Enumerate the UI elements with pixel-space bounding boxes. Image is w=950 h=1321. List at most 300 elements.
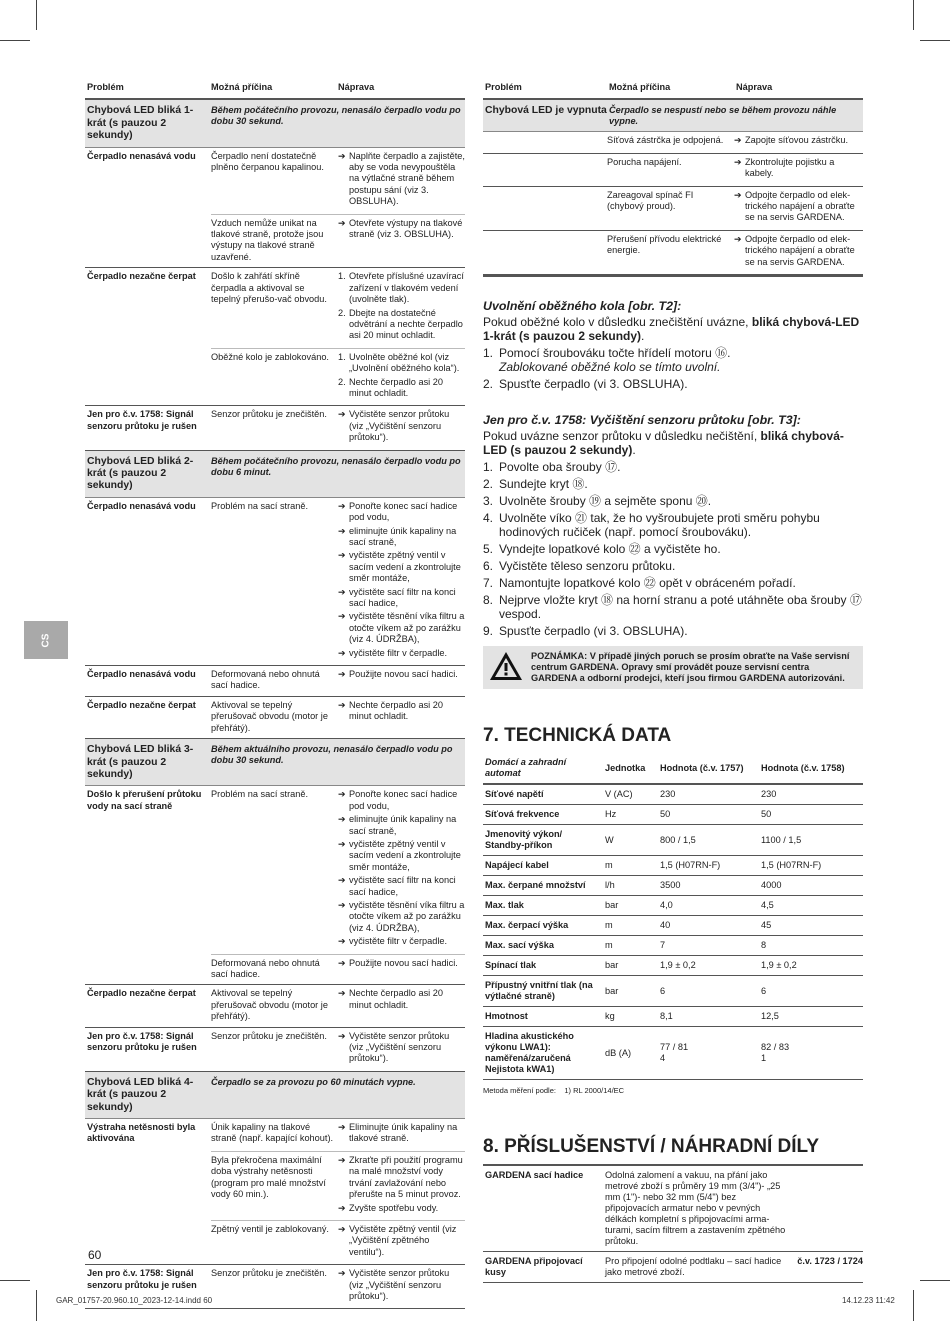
remedy-text: eliminujte únik kapaliny na sací straně, <box>349 814 457 836</box>
crop-mark <box>913 0 914 30</box>
remedy-text: Ponořte konec sací hadice pod vodu, <box>349 500 458 523</box>
step-number: 3. <box>483 494 494 509</box>
tech-cell: 40 <box>660 920 671 931</box>
remedy-cell <box>338 271 465 343</box>
remedy-item <box>734 157 863 180</box>
remedy-text: Nechte čerpadlo asi 20 minut ochladit. <box>349 376 443 398</box>
remedy-item <box>338 839 465 873</box>
tech-cell: 230 <box>761 789 777 800</box>
error-group-desc: Během aktuálního provozu, nenasálo čerpadlo vodu po dobu 30 sekund. <box>211 744 453 766</box>
remedy-marker: ➔ <box>338 1030 346 1041</box>
arrow-icon: ➔ <box>734 233 742 244</box>
remedy-text: Naplňte čerpadlo a zajistěte, aby se voda nevypouštěla na výtlačné straně během postupu sání (viz 3. OBSLUHA). <box>349 150 465 207</box>
tech-rows <box>483 785 863 1027</box>
table-row <box>483 231 863 275</box>
remedy-item <box>734 234 863 268</box>
remedy-cell <box>338 1268 465 1304</box>
remedy-item <box>338 271 465 305</box>
error-group-title: Chybová LED bliká 4-krát (s pauzou 2 sekundy) <box>87 1076 194 1113</box>
remedy-marker: ➔ <box>338 150 346 161</box>
causes-cell <box>211 409 465 445</box>
step-number: 1. <box>483 346 494 361</box>
table-row <box>483 1007 863 1027</box>
step-main: Pomocí šroubováku točte hřídelí motoru ⑯. <box>499 346 731 361</box>
table-row <box>483 187 863 231</box>
tech-cell: m <box>605 920 613 931</box>
list-item <box>483 559 863 573</box>
problem-cell: Jen pro č.v. 1758: Signál senzoru průtoku je rušen <box>87 1268 197 1290</box>
causes-cell <box>211 271 465 401</box>
remedy-item <box>338 1031 465 1065</box>
table-row <box>483 856 863 876</box>
list-item <box>483 494 863 508</box>
cause-entry <box>211 501 465 661</box>
step-main: Spusťte čerpadlo (vi 3. OBSLUHA). <box>499 377 688 392</box>
crop-mark <box>913 1290 914 1321</box>
cause-entry <box>211 988 465 1022</box>
cause-entry <box>607 135 863 148</box>
tech-cell: Max. tlak <box>485 900 524 911</box>
problem-cell: Výstraha netěsnosti byla aktivována <box>87 1122 196 1144</box>
error-group-title: Chybová LED bliká 1-krát (s pauzou 2 sekundy) <box>87 105 194 142</box>
cause-text: Senzor průtoku je znečištěn. <box>211 1030 327 1041</box>
list-item <box>483 542 863 556</box>
accessory-code: č.v. 1723 / 1724 <box>797 1256 863 1267</box>
accessory-name: GARDENA připojovací kusy <box>485 1256 583 1278</box>
right-column <box>483 78 863 1283</box>
remedy-item <box>338 988 465 1011</box>
cause-text: Aktivoval se tepelný přerušovač obvodu (motor je přehřátý). <box>211 699 328 733</box>
cause-entry <box>211 352 465 402</box>
impeller-heading: Uvolnění oběžného kola [obr. T2]: <box>483 299 682 314</box>
cause-text: Deformovaná nebo ohnutá sací hadice. <box>211 669 320 691</box>
crop-mark <box>0 40 30 41</box>
remedy-item <box>338 814 465 837</box>
remedy-text: vyčistěte filtr v čerpadle. <box>349 647 448 658</box>
remedy-text: Zkontrolujte pojistku a kabely. <box>745 156 835 179</box>
causes-cell <box>211 501 465 661</box>
remedy-item <box>338 700 465 723</box>
crop-mark <box>36 1290 37 1321</box>
tech-cell: Síťové napětí <box>485 789 544 800</box>
tech-heading: 7. TECHNICKÁ DATA <box>483 725 672 747</box>
footer-file: GAR_01757-20.960.10_2023-12-14.indd 60 <box>56 1296 213 1305</box>
problem-cell: Čerpadlo nezačne čerpat <box>87 271 196 282</box>
list-item <box>483 477 863 491</box>
causes-cell <box>607 234 863 270</box>
table-row <box>483 896 863 916</box>
tech-cell: kg <box>605 1011 615 1022</box>
remedy-marker: ➔ <box>338 988 346 999</box>
table-row <box>85 148 465 269</box>
step-italic: Zablokované oběžné kolo se tímto uvolní. <box>499 360 721 375</box>
tech-cell: Max. čerpané množství <box>485 880 586 891</box>
crop-mark <box>36 0 37 30</box>
tech-cell: 8,1 <box>660 1011 673 1022</box>
cause-entry <box>211 151 465 215</box>
accessory-desc: Pro připojení odolné podtlaku – sací hadice jako metrové zboží. <box>605 1256 782 1278</box>
problem-cell <box>483 190 607 226</box>
led-off-causes <box>483 132 863 277</box>
tech-cell: Hz <box>605 809 617 820</box>
remedy-item <box>338 1155 465 1201</box>
tech-cell: 4000 <box>761 880 782 891</box>
remedy-marker: ➔ <box>338 647 346 658</box>
remedy-item <box>338 789 465 812</box>
remedy-cell <box>338 501 465 661</box>
cause-entry <box>607 190 863 226</box>
causes-cell <box>211 1031 465 1067</box>
remedy-marker: ➔ <box>338 669 346 680</box>
cause-text: Vzduch nemůže unikat na tlakové straně, protože jsou výstupy na tlakové straně uzavřené. <box>211 217 324 262</box>
tech-cell: Jmenovitý výkon/ Standby-příkon <box>485 829 563 851</box>
remedy-text: Otevřete příslušné uzavírací zařízení v tlakovém vedení (uvolněte tlak). <box>349 271 464 305</box>
remedy-cell <box>338 1122 465 1147</box>
remedy-cell <box>734 190 863 226</box>
page-number: 60 <box>88 1248 102 1262</box>
causes-cell <box>607 135 863 148</box>
cause-entry <box>211 218 465 264</box>
cause-entry <box>607 234 863 270</box>
sensor-heading: Jen pro č.v. 1758: Vyčištění senzoru průtoku [obr. T3]: <box>483 413 801 428</box>
problem-cell: Čerpadlo nenasává vodu <box>87 500 196 511</box>
remedy-item <box>338 958 465 969</box>
remedy-cell <box>338 151 465 210</box>
remedy-text: vyčistěte filtr v čerpadle. <box>349 936 448 947</box>
table-row <box>483 154 863 187</box>
arrow-icon: ➔ <box>734 189 742 200</box>
remedy-text: Vyčistěte senzor průtoku (viz „Vyčištění senzoru průtoku“). <box>349 1030 450 1064</box>
footer-date: 14.12.23 11:42 <box>842 1296 895 1305</box>
remedy-text: vyčistěte těsnění víka filtru a otočte víkem až po zarážku (viz 4. ÚDRŽBA), <box>349 899 465 933</box>
remedy-item <box>338 1268 465 1302</box>
tech-cell: bar <box>605 985 619 996</box>
tech-cell: V (AC) <box>605 789 633 800</box>
step-text <box>499 377 688 391</box>
remedy-text: Odpojte čerpadlo od elek-trického napájení a obraťte se na servis GARDENA. <box>745 233 855 267</box>
tech-cell: 6 <box>660 985 666 996</box>
problem-cell <box>483 234 607 270</box>
causes-cell <box>211 789 465 980</box>
table-row <box>85 985 465 1027</box>
remedy-text: Zapojte síťovou zástrčku. <box>745 135 849 146</box>
cause-entry <box>211 700 465 734</box>
remedy-cell <box>338 700 465 734</box>
remedy-cell <box>338 1031 465 1067</box>
remedy-item <box>338 669 465 680</box>
cause-text: Deformovaná nebo ohnutá sací hadice. <box>211 957 320 979</box>
tech-cell: 1,9 ± 0,2 <box>660 960 696 971</box>
crop-mark <box>0 1280 30 1281</box>
remedy-marker: ➔ <box>338 957 346 968</box>
tech-cell: Spínací tlak <box>485 960 537 971</box>
cause-text: Zareagoval spínač FI (chybový proud). <box>607 189 694 212</box>
problem-cell: Čerpadlo nezačne čerpat <box>87 988 196 999</box>
tech-cell: Max. čerpací výška <box>485 920 569 931</box>
error-group-title: Chybová LED bliká 3-krát (s pauzou 2 sekundy) <box>87 744 194 780</box>
table-row <box>483 916 863 936</box>
table-row <box>483 825 863 856</box>
error-groups <box>85 100 465 1309</box>
remedy-text: Nechte čerpadlo asi 20 minut ochladit. <box>349 988 443 1010</box>
remedy-text: Zvyšte spotřebu vody. <box>349 1202 439 1213</box>
table-row <box>85 498 465 666</box>
troubleshooting-table-left <box>85 78 465 1309</box>
remedy-text: Uvolněte oběžné kol (viz „Uvolnění oběžného kola“). <box>349 351 460 374</box>
remedy-item <box>734 135 863 146</box>
impeller-steps <box>483 346 863 391</box>
remedy-text: Zkraťte při použití programu na malé množství vody trvání zavlažování nebo přerušte na 5 minut provoz. <box>349 1154 463 1200</box>
cause-text: Čerpadlo není dostatečně plněno čerpanou kapalinou. <box>211 150 324 173</box>
step-text <box>499 346 730 374</box>
remedy-text: Ponořte konec sací hadice pod vodu, <box>349 789 458 811</box>
accessories-rows <box>483 1166 863 1283</box>
tech-cell: 1,9 ± 0,2 <box>761 960 797 971</box>
cause-entry <box>211 1031 465 1067</box>
list-item <box>483 624 863 638</box>
table-row <box>85 697 465 739</box>
remedy-marker: ➔ <box>338 875 346 886</box>
causes-cell <box>211 151 465 264</box>
warning-icon <box>489 651 523 681</box>
tech-cell: m <box>605 860 613 871</box>
list-item <box>483 377 863 391</box>
table-row <box>483 876 863 896</box>
cause-entry <box>211 1268 465 1304</box>
causes-cell <box>211 700 465 734</box>
step-number: 6. <box>483 559 494 574</box>
tech-cell: Síťová frekvence <box>485 809 560 820</box>
table-row <box>85 1028 465 1072</box>
remedy-item <box>338 218 465 241</box>
cause-text: Senzor průtoku je znečištěn. <box>211 1268 327 1279</box>
remedy-item <box>338 308 465 342</box>
cause-entry <box>211 958 465 981</box>
remedy-item <box>338 352 465 375</box>
remedy-item <box>338 377 465 400</box>
tech-cell: 45 <box>761 920 772 931</box>
problem-cell: Došlo k přerušení průtoku vody na sací straně <box>87 789 202 811</box>
remedy-marker: ➔ <box>338 838 346 849</box>
remedy-marker: 1. <box>338 351 346 362</box>
remedy-text: Nechte čerpadlo asi 20 minut ochladit. <box>349 699 443 722</box>
list-item <box>483 593 863 621</box>
remedy-marker: ➔ <box>338 217 346 228</box>
tech-cell: 4,0 <box>660 900 673 911</box>
list-item <box>483 511 863 539</box>
cause-entry <box>211 1224 465 1260</box>
remedy-marker: ➔ <box>338 611 346 622</box>
remedy-marker: ➔ <box>338 789 346 800</box>
remedy-marker: ➔ <box>338 814 346 825</box>
arrow-icon: ➔ <box>734 135 742 146</box>
table-row <box>483 805 863 825</box>
accessory-name: GARDENA sací hadice <box>485 1170 584 1181</box>
remedy-marker: ➔ <box>338 1268 346 1279</box>
problem-cell: Jen pro č.v. 1758: Signál senzoru průtoku je rušen <box>87 409 197 431</box>
step-text: Uvolněte víko ㉑ tak, že ho vyšroubujete proti směru pohybu hodinových ručiček (např. pomocí šroubováku). <box>499 511 820 540</box>
cause-text: Síťová zástrčka je odpojená. <box>607 135 724 146</box>
remedy-cell <box>734 157 863 182</box>
step-text: Namontujte lopatkové kolo ㉒ opět v obráceném pořadí. <box>499 576 796 591</box>
remedy-text: vyčistěte zpětný ventil v sacím vedení a zkontrolujte směr montáže, <box>349 838 461 872</box>
remedy-item <box>338 648 465 659</box>
table-row <box>85 1119 465 1265</box>
remedy-marker: 2. <box>338 376 346 387</box>
remedy-text: vyčistěte sací filtr na konci sací hadice, <box>349 586 456 609</box>
causes-cell <box>607 157 863 182</box>
step-text: Povolte oba šrouby ⑰. <box>499 460 621 475</box>
step-text: Vyndejte lopatkové kolo ㉒ a vyčistěte ho. <box>499 542 721 557</box>
language-tab: CS <box>24 621 68 659</box>
remedy-text: Použijte novou sací hadici. <box>349 957 458 968</box>
remedy-cell <box>338 218 465 264</box>
remedy-cell <box>338 669 465 692</box>
remedy-marker: ➔ <box>338 1122 346 1133</box>
cause-entry <box>211 271 465 348</box>
cause-entry <box>211 1155 465 1221</box>
cause-entry <box>607 157 863 182</box>
error-group-header: Chybová LED je vypnuta Čerpadlo se nespustí nebo se během provozu náhle vypne. <box>483 100 863 132</box>
step-text: Vyčistěte těleso senzoru průtoku. <box>499 559 676 574</box>
remedy-cell <box>338 1224 465 1260</box>
remedy-marker: ➔ <box>338 1223 346 1234</box>
remedy-text: Odpojte čerpadlo od elek-trického napájení a obraťte se na servis GARDENA. <box>745 189 855 223</box>
remedy-cell <box>338 958 465 981</box>
remedy-cell <box>338 988 465 1022</box>
tech-header: Domácí a zahradní automat Jednotka Hodnota (č.v. 1757) Hodnota (č.v. 1758) <box>483 753 863 785</box>
cause-text: Oběžné kolo je zablokováno. <box>211 351 329 362</box>
problem-cell: Čerpadlo nezačne čerpat <box>87 699 196 710</box>
remedy-item <box>338 151 465 208</box>
accessories-heading: 8. PŘÍSLUŠENSTVÍ / NÁHRADNÍ DÍLY <box>483 1136 820 1158</box>
table-row <box>85 406 465 450</box>
cause-text: Porucha napájení. <box>607 156 682 167</box>
table-row <box>483 956 863 976</box>
table-row <box>483 1166 863 1252</box>
remedy-marker: ➔ <box>338 409 346 420</box>
tech-cell: 50 <box>761 809 772 820</box>
table-row <box>483 976 863 1007</box>
cause-entry <box>211 789 465 954</box>
crop-mark <box>920 40 950 41</box>
remedy-cell <box>734 234 863 270</box>
tech-cell: Hmotnost <box>485 1011 528 1022</box>
remedy-text: Otevřete výstupy na tlakové straně (viz 3. OBSLUHA). <box>349 217 463 240</box>
tech-cell: 800 / 1,5 <box>660 834 696 845</box>
remedy-item <box>338 1224 465 1258</box>
tech-cell: 230 <box>660 789 676 800</box>
step-text: Uvolněte šrouby ⑲ a sejměte sponu ⑳. <box>499 494 712 509</box>
remedy-text: Dbejte na dostatečné odvětrání a nechte čerpadlo asi 20 minut ochladit. <box>349 307 463 341</box>
list-item <box>483 346 863 374</box>
tech-cell: l/h <box>605 880 615 891</box>
remedy-marker: 2. <box>338 307 346 318</box>
remedy-marker: ➔ <box>338 500 346 511</box>
accessory-code <box>795 1170 863 1247</box>
step-number: 2. <box>483 477 494 492</box>
remedy-item <box>338 587 465 610</box>
remedy-marker: ➔ <box>338 525 346 536</box>
tech-cell: 4,5 <box>761 900 774 911</box>
tech-cell: 1,5 (H07RN-F) <box>660 860 721 871</box>
arrow-icon: ➔ <box>734 156 742 167</box>
tech-cell: 3500 <box>660 880 681 891</box>
table-row <box>483 1252 863 1283</box>
tech-cell: 1,5 (H07RN-F) <box>761 860 822 871</box>
step-number: 7. <box>483 576 494 591</box>
remedy-item <box>338 1122 465 1145</box>
remedy-item <box>734 190 863 224</box>
note-box <box>483 646 863 689</box>
remedy-item <box>338 875 465 898</box>
remedy-text: vyčistěte těsnění víka filtru a otočte víkem až po zarážku (viz 4. ÚDRŽBA), <box>349 611 465 645</box>
remedy-item <box>338 611 465 645</box>
tech-cell: W <box>605 834 614 845</box>
remedy-marker: ➔ <box>338 1154 346 1165</box>
remedy-item <box>338 501 465 524</box>
step-text: Sundejte kryt ⑱. <box>499 477 588 492</box>
problem-cell: Jen pro č.v. 1758: Signál senzoru průtoku je rušen <box>87 1030 197 1053</box>
step-number: 1. <box>483 460 494 475</box>
cause-text: Problém na sací straně. <box>211 789 309 800</box>
tech-cell: bar <box>605 960 619 971</box>
sensor-intro: Pokud uvázne senzor průtoku v důsledku nečištění, bliká chybová-LED (s pauzou 2 sekundy). <box>483 429 844 458</box>
cause-entry <box>211 1122 465 1152</box>
causes-cell <box>211 1122 465 1260</box>
measurement-method: Metoda měření podle: 1) RL 2000/14/EC <box>483 1086 625 1096</box>
error-group-header <box>85 451 465 498</box>
remedy-marker: ➔ <box>338 550 346 561</box>
remedy-text: vyčistěte zpětný ventil v sacím vedení a zkontrolujte směr montáže, <box>349 550 461 584</box>
remedy-marker: ➔ <box>338 1202 346 1213</box>
step-text: Spusťte čerpadlo (vi 3. OBSLUHA). <box>499 624 688 639</box>
cause-entry <box>211 409 465 445</box>
cause-text: Únik kapaliny na tlakové straně (např. kapající kohout). <box>211 1122 334 1144</box>
remedy-text: eliminujte únik kapaliny na sací straně, <box>349 525 457 547</box>
remedy-text: Vyčistěte zpětný ventil (viz „Vyčištění zpětného ventilu“). <box>349 1223 457 1257</box>
tech-cell: 12,5 <box>761 1011 779 1022</box>
step-number: 5. <box>483 542 494 557</box>
accessory-desc: Odolná zalomení a vakuu, na přání jako metrové zboží s průměry 19 mm (3/4")- „25 mm (1")- nebo 32 mm (5/4") bez připojovacích armatur nebo v pevných délkách kompletní s připojovacími arma-turami, sacím filtrem a zastavením zpětného průtoku. <box>605 1170 786 1247</box>
remedy-marker: ➔ <box>338 699 346 710</box>
tech-cell: m <box>605 940 613 951</box>
error-group-title: Chybová LED bliká 2-krát (s pauzou 2 sekundy) <box>87 455 194 492</box>
table-row <box>85 786 465 985</box>
remedy-item <box>338 409 465 443</box>
error-group-desc: Čerpadlo se za provozu po 60 minutách vypne. <box>211 1076 416 1087</box>
sensor-steps <box>483 460 863 638</box>
remedy-item <box>338 1203 465 1214</box>
causes-cell <box>211 669 465 692</box>
problem-cell <box>483 135 607 148</box>
error-group-header <box>85 739 465 786</box>
step-number: 4. <box>483 511 494 526</box>
remedy-cell <box>734 135 863 148</box>
remedy-cell <box>338 352 465 402</box>
tech-cell: Přípustný vnitřní tlak (na výtlačné straně) <box>485 980 593 1002</box>
remedy-marker: ➔ <box>338 936 346 947</box>
step-number: 8. <box>483 593 494 608</box>
remedy-cell <box>338 789 465 949</box>
remedy-item <box>338 900 465 934</box>
step-number: 2. <box>483 377 494 392</box>
tech-cell: 1100 / 1,5 <box>761 834 802 845</box>
cause-text: Problém na sací straně. <box>211 500 309 511</box>
cause-entry <box>211 669 465 692</box>
list-item <box>483 460 863 474</box>
remedy-item <box>338 526 465 549</box>
